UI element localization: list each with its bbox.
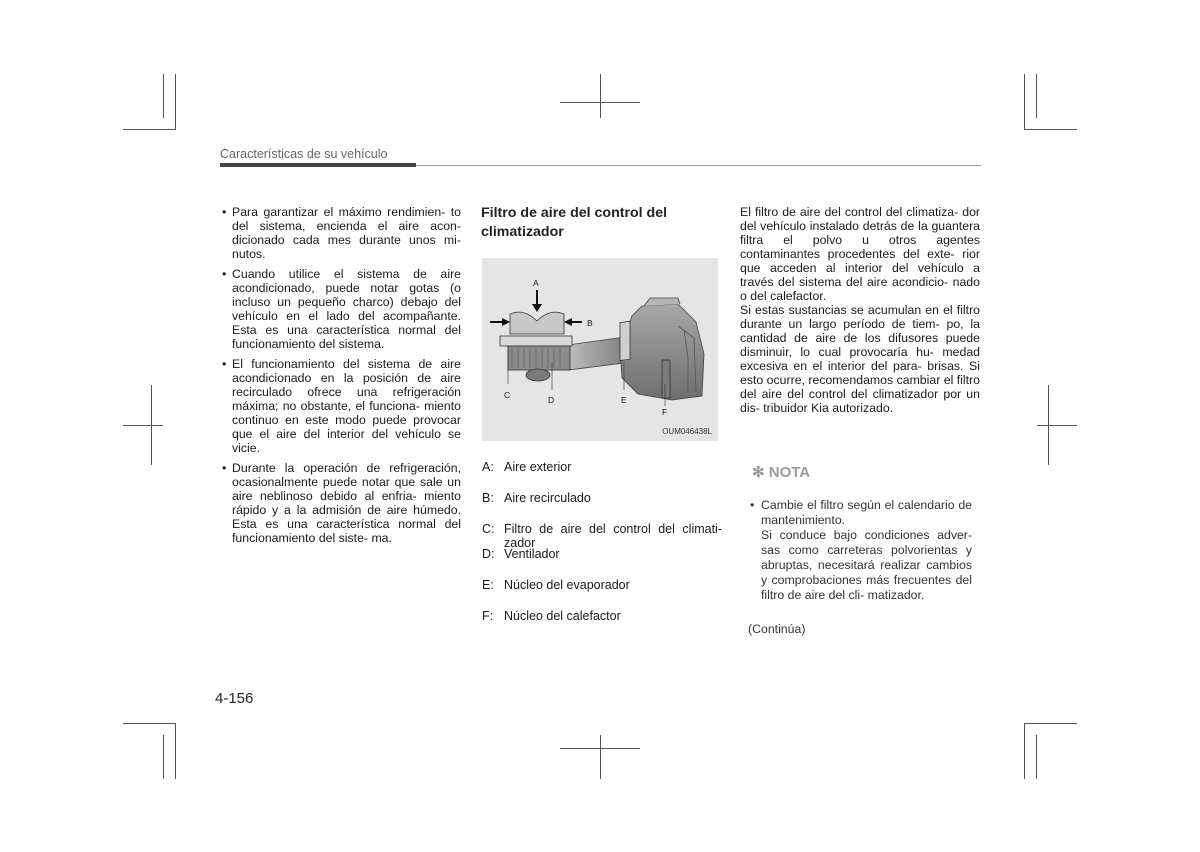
section-header: Características de su vehículo	[220, 147, 388, 161]
header-rule-thick	[220, 163, 416, 167]
legend-item	[482, 460, 722, 474]
callout-d: D	[548, 395, 555, 405]
callout-f: F	[662, 407, 668, 417]
legend-text: Ventilador	[504, 547, 560, 561]
paragraph: El filtro de aire del control del climatiza- dor del vehículo instalado detrás de la guantera filtra el polvo u otros agentes contaminantes procedentes del exte- rior que acceden al interior del vehículo a través del sistema del aire acondicio- nado o del calefactor.	[740, 205, 980, 303]
legend-item	[482, 578, 722, 592]
callout-a: A	[533, 278, 539, 288]
bullet-item: • El funcionamiento del sistema de aire acondicionado en la posición de aire recirculado ofrece una refrigeración máxima; no obstante, el funciona- miento continuo en este modo puede provocar que el aire del interior del vehículo se vicie.	[222, 357, 461, 455]
diagram-illustration	[482, 258, 718, 441]
legend-item	[482, 609, 722, 623]
legend-text: Aire exterior	[504, 460, 572, 474]
legend-key: F:	[482, 609, 494, 623]
figure-legend	[482, 460, 722, 640]
note-title: NOTA	[768, 464, 811, 481]
note-heading	[752, 463, 810, 481]
paragraph: Si estas sustancias se acumulan en el filtro durante un largo período de tiem- po, la cantidad de aire de los difusores puede disminuir, lo cual provocaría hu- medad excesiva en el interior del para- brisas. Si esto ocurre, recomendamos cambiar el filtro del aire del control del climatizador por un dis- tribuidor Kia autorizado.	[740, 303, 980, 415]
bullet-item: • Durante la operación de refrigeración, ocasionalmente puede notar que sale un aire neblinoso debido al enfria- miento rápido y a la admisión de aire húmedo. Esta es una característica normal del funcionamiento del siste- ma.	[222, 461, 461, 545]
legend-item	[482, 491, 722, 505]
legend-key: A:	[482, 460, 494, 474]
asterisk-icon: ✻	[752, 464, 765, 481]
legend-key: C:	[482, 522, 495, 536]
legend-text: Núcleo del evaporador	[504, 578, 630, 592]
right-column	[740, 205, 980, 415]
figure-code: OUM046438L	[662, 427, 712, 436]
left-column	[222, 205, 461, 551]
legend-item	[482, 522, 722, 550]
legend-key: D:	[482, 547, 495, 561]
legend-text: Aire recirculado	[504, 491, 591, 505]
legend-key: E:	[482, 578, 494, 592]
header-rule-thin	[416, 165, 981, 166]
figure-air-filter	[482, 258, 718, 441]
continues-label: (Continúa)	[748, 622, 806, 636]
legend-text: Núcleo del calefactor	[504, 609, 621, 623]
legend-key: B:	[482, 491, 494, 505]
callout-c: C	[504, 390, 511, 400]
section-title: Filtro de aire del control del climatizador	[481, 205, 668, 240]
callout-b: B	[587, 318, 593, 328]
page-number: 4-156	[215, 690, 254, 707]
note-line: Si conduce bajo condiciones adver- sas como carreteras polvorientas y abruptas, necesitará realizar cambios y comprobaciones más frecuentes del filtro de aire del cli- matizador.	[761, 528, 972, 602]
bullet-item: • Cuando utilice el sistema de aire acondicionado, puede notar gotas (o incluso un pequeño charco) debajo del vehículo en el lado del acompañante. Esta es una característica normal del funcionamiento del sistema.	[222, 267, 461, 351]
callout-e: E	[621, 395, 627, 405]
note-body	[750, 498, 972, 603]
legend-text: Filtro de aire del control del climati- zador	[504, 522, 722, 550]
note-bullet	[750, 498, 972, 603]
bullet-item: • Para garantizar el máximo rendimien- to del sistema, encienda el aire acon- dicionado cada mes durante unos mi- nutos.	[222, 205, 461, 261]
note-line: • Cambie el filtro según el calendario de mantenimiento.	[761, 498, 972, 527]
legend-item	[482, 547, 722, 561]
